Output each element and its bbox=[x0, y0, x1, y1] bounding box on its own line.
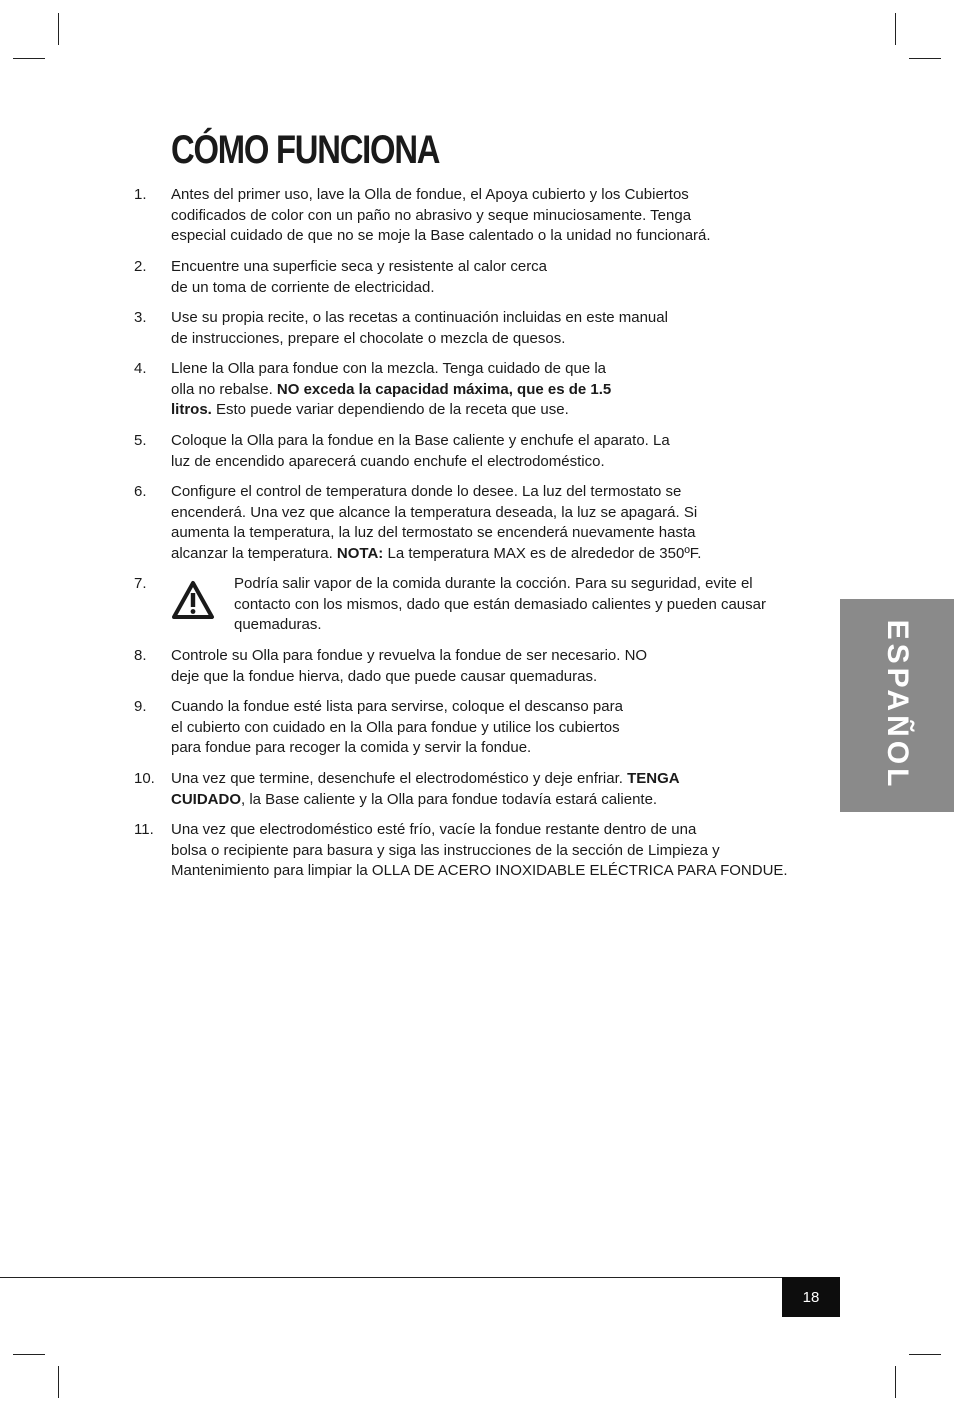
capacity-warning: NO exceda la capacidad máxima, que es de 1.5 bbox=[276, 380, 612, 398]
step-number: 2. bbox=[134, 258, 147, 275]
step-number: 8. bbox=[134, 647, 147, 664]
step-number: 7. bbox=[134, 575, 147, 592]
crop-mark bbox=[895, 1366, 896, 1398]
step-text: Una vez que electrodoméstico esté frío, vacíe la fondue restante dentro de una bolsa o recipiente para basura y siga las instrucciones de la sección de Limpieza y Mantenimiento para limpiar la OLLA DE ACERO INOXIDABLE ELÉCTRICA PARA FONDUE. bbox=[171, 821, 788, 879]
step-number: 10. bbox=[134, 770, 155, 787]
crop-mark bbox=[58, 1366, 59, 1398]
step-number: 6. bbox=[134, 483, 147, 500]
page-number: 18 bbox=[782, 1277, 840, 1317]
crop-mark bbox=[909, 58, 941, 59]
step-text: Coloque la Olla para la fondue en la Base caliente y enchufe el aparato. La luz de encendido aparecerá cuando enchufe el electrodoméstico. bbox=[171, 432, 670, 470]
step-number: 4. bbox=[134, 360, 147, 377]
crop-mark bbox=[58, 13, 59, 45]
step-number: 9. bbox=[134, 698, 147, 715]
step-number: 5. bbox=[134, 432, 147, 449]
page-title: CÓMO FUNCIONA bbox=[171, 128, 440, 172]
warning-triangle-icon bbox=[171, 580, 215, 620]
language-label: ESPAÑOL bbox=[881, 619, 914, 791]
step-number: 1. bbox=[134, 186, 147, 203]
step-text: Encuentre una superficie seca y resistente al calor cerca de un toma de corriente de electricidad. bbox=[171, 258, 548, 296]
step-text: Use su propia recite, o las recetas a continuación incluidas en este manual de instrucciones, prepare el chocolate o mezcla de quesos. bbox=[171, 309, 668, 347]
step-text: Una vez que termine, desenchufe el electrodoméstico y deje enfriar. TENGA CUIDADO, la Base caliente y la Olla para fondue todavía estará caliente. bbox=[171, 770, 680, 808]
step-text: Configure el control de temperatura donde lo desee. La luz del termostato se encenderá. Una vez que alcance la temperatura deseada, la luz se apagará. Si aumenta la temperatura, la luz del termostato se encenderá nuevamente hasta alcanzar la temperatura. NOTA: La temperatura MAX es de alrededor de 350ºF. bbox=[171, 483, 702, 562]
step-number: 11. bbox=[134, 821, 154, 838]
step-number: 3. bbox=[134, 309, 147, 326]
crop-mark bbox=[13, 58, 45, 59]
step-text: Cuando la fondue esté lista para servirse, coloque el descanso para el cubierto con cuidado en la Olla para fondue y utilice los cubiertos para fondue para recoger la comida y servir la fondue. bbox=[171, 698, 623, 756]
crop-mark bbox=[909, 1354, 941, 1355]
step-text: Llene la Olla para fondue con la mezcla. Tenga cuidado de que la olla no rebalse. NO exceda la capacidad máxima, que es de 1.5 litros. Esto puede variar dependiendo de la receta que use. bbox=[171, 360, 612, 418]
crop-mark bbox=[895, 13, 896, 45]
step-text: Antes del primer uso, lave la Olla de fondue, el Apoya cubierto y los Cubiertos codificados de color con un paño no abrasivo y seque minuciosamente. Tenga especial cuidado de que no se moje la Base calentado o la unidad no funcionará. bbox=[171, 186, 711, 244]
language-tab bbox=[840, 599, 954, 812]
footer-divider bbox=[0, 1277, 840, 1278]
step-text: Podría salir vapor de la comida durante la cocción. Para su seguridad, evite el contacto con los mismos, dado que están demasiado calientes y pueden causar quemaduras. bbox=[234, 575, 766, 633]
step-text: Controle su Olla para fondue y revuelva la fondue de ser necesario. NO deje que la fondue hierva, dado que puede causar quemaduras. bbox=[171, 647, 648, 685]
crop-mark bbox=[13, 1354, 45, 1355]
note-label: NOTA: bbox=[336, 544, 384, 562]
